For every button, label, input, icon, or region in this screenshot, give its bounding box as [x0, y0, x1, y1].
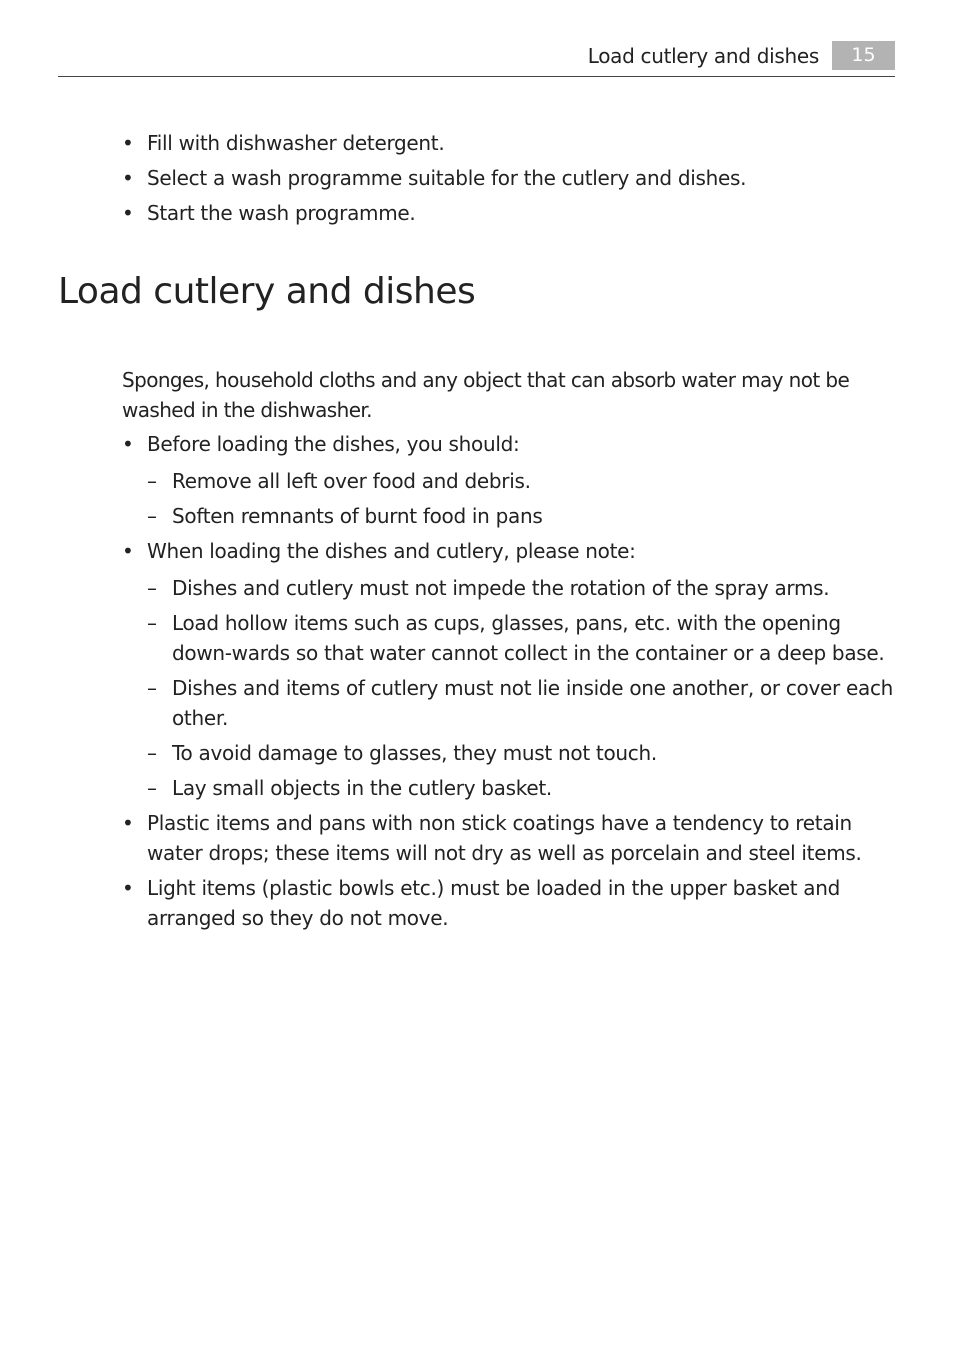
bullet-icon: •: [122, 166, 134, 190]
bullet-icon: •: [122, 539, 134, 563]
sub-list-item: [122, 738, 897, 768]
sub-list-item-text: Load hollow items such as cups, glasses, pans, etc. with the opening down-wards so that water cannot collect in the container or a deep base.: [172, 611, 885, 665]
sub-list-item-text: Dishes and items of cutlery must not lie inside one another, or cover each other.: [172, 676, 894, 730]
list-item: [122, 536, 897, 566]
sub-list-item: [122, 608, 897, 668]
dash-icon: –: [147, 469, 157, 493]
sub-list-item-text: Lay small objects in the cutlery basket.: [172, 776, 552, 800]
list-item-text: Before loading the dishes, you should:: [147, 432, 520, 456]
sub-list-item-text: Soften remnants of burnt food in pans: [172, 504, 543, 528]
header-title: Load cutlery and dishes: [587, 44, 819, 68]
sub-list-item: [122, 466, 897, 496]
dash-icon: –: [147, 504, 157, 528]
list-item-text: Start the wash programme.: [147, 201, 416, 225]
list-item: [122, 163, 897, 193]
list-item-text: Select a wash programme suitable for the cutlery and dishes.: [147, 166, 747, 190]
list-item: [122, 128, 897, 158]
sub-list-item: [122, 573, 897, 603]
dash-icon: –: [147, 576, 157, 600]
dash-icon: –: [147, 741, 157, 765]
sub-list-item: [122, 673, 897, 733]
bullet-icon: •: [122, 811, 134, 835]
list-item-text: Light items (plastic bowls etc.) must be loaded in the upper basket and arranged so they do not move.: [147, 876, 841, 930]
dash-icon: –: [147, 776, 157, 800]
bullet-icon: •: [122, 201, 134, 225]
sub-list-item-text: Remove all left over food and debris.: [172, 469, 531, 493]
bullet-icon: •: [122, 876, 134, 900]
dash-icon: –: [147, 676, 157, 700]
bullet-icon: •: [122, 131, 134, 155]
sub-list-item: [122, 501, 897, 531]
top-bullet-list: [122, 128, 897, 228]
list-item-text: Fill with dishwasher detergent.: [147, 131, 445, 155]
section-heading: Load cutlery and dishes: [58, 271, 476, 312]
sub-list-item-text: To avoid damage to glasses, they must not touch.: [172, 741, 657, 765]
page-header: [58, 40, 895, 77]
list-item-text: Plastic items and pans with non stick coatings have a tendency to retain water drops; these items will not dry as well as porcelain and steel items.: [147, 811, 862, 865]
list-item: [122, 429, 897, 459]
page-number: 15: [832, 41, 895, 70]
loading-bullet-list: [122, 429, 897, 933]
bullet-icon: •: [122, 432, 134, 456]
sub-list-item: [122, 773, 897, 803]
list-item: [122, 873, 897, 933]
sub-list-item-text: Dishes and cutlery must not impede the rotation of the spray arms.: [172, 576, 830, 600]
intro-paragraph: Sponges, household cloths and any object that can absorb water may not be washed in the dishwasher.: [122, 368, 850, 422]
list-item: [122, 198, 897, 228]
list-item: [122, 808, 897, 868]
list-item-text: When loading the dishes and cutlery, please note:: [147, 539, 636, 563]
dash-icon: –: [147, 611, 157, 635]
